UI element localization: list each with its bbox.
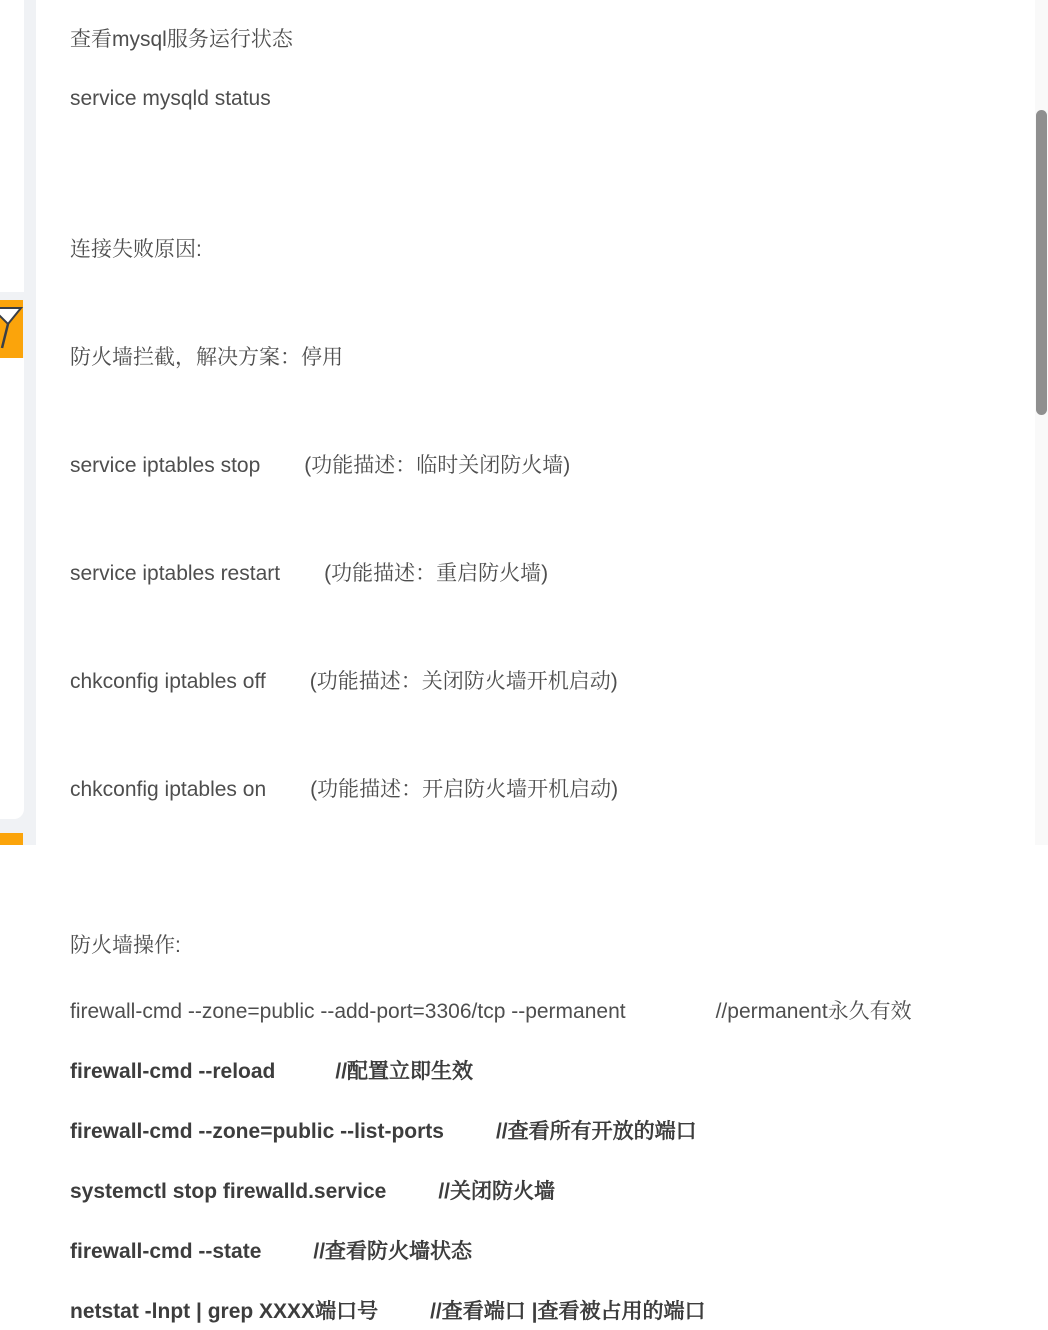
command-note: //查看所有开放的端口 [495,1120,697,1143]
left-panel-bottom [0,358,24,819]
cmd-line-iptables-restart [70,556,1035,592]
tool-button-top[interactable] [0,300,23,358]
cmd-line-chkconfig-off [70,664,1035,700]
fail-line-title: 连接失败原因: [70,238,202,261]
command-note: //查看端口 |查看被占用的端口 [430,1300,706,1323]
left-panel-top [0,0,24,292]
command-note: //关闭防火墙 [438,1180,555,1203]
cmd-line-netstat [70,1294,1035,1330]
command-text: chkconfig iptables off [70,670,266,693]
section-title-firewall-ops: 防火墙操作: [70,934,181,957]
command-note: //permanent永久有效 [715,1000,912,1023]
cmd-line-list-ports [70,1114,1035,1150]
command-note: (功能描述：开启防火墙开机启动) [310,778,619,801]
cmd-line-chkconfig-on [70,772,1035,808]
command-text: firewall-cmd --zone=public --list-ports [70,1120,444,1143]
command-text: service iptables stop [70,454,261,477]
cmd-line-add-port [70,994,1035,1030]
command-note: //查看防火墙状态 [313,1240,473,1263]
command-note: //配置立即生效 [335,1060,474,1083]
command-note: (功能描述：重启防火墙) [324,562,549,585]
funnel-icon [0,300,23,358]
command-text: service iptables restart [70,562,281,585]
article-content [36,0,1035,1330]
left-toolbar-rail [0,0,36,845]
fail-reasons-block [70,160,1035,880]
cmd-line-state [70,1234,1035,1270]
cmd-line-reload [70,1054,1035,1090]
paragraph-service-mysqld-status: service mysqld status [70,87,271,110]
command-text: firewall-cmd --state [70,1240,262,1263]
command-text: firewall-cmd --reload [70,1060,276,1083]
command-text: chkconfig iptables on [70,778,267,801]
scrollbar-thumb[interactable] [1036,110,1047,415]
command-text: firewall-cmd --zone=public --add-port=3306/tcp --permanent [70,1000,626,1023]
command-text: netstat -lnpt | grep XXXX端口号 [70,1300,379,1323]
scrollbar-track[interactable] [1035,0,1048,845]
cmd-line-stop-firewalld [70,1174,1035,1210]
command-note: (功能描述：关闭防火墙开机启动) [309,670,618,693]
command-text: systemctl stop firewalld.service [70,1180,387,1203]
cmd-line-iptables-stop [70,448,1035,484]
tool-button-bottom[interactable] [0,833,23,845]
paragraph-mysql-status-title: 查看mysql服务运行状态 [70,28,293,51]
fail-line-solution: 防火墙拦截，解决方案：停用 [70,346,343,369]
command-note: (功能描述：临时关闭防火墙) [304,454,571,477]
